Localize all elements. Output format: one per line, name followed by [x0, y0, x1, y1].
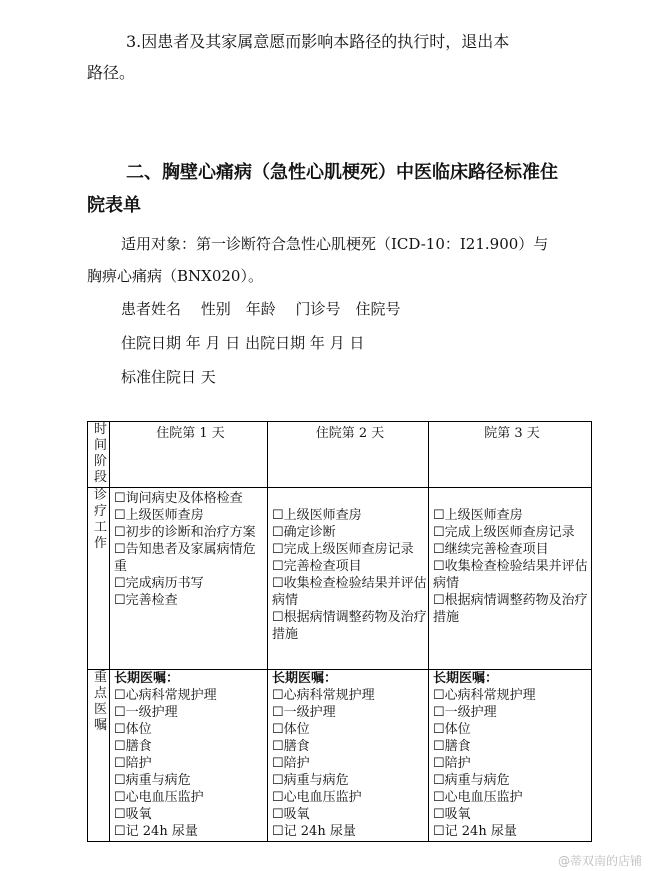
column-day2: 住院第 2 天 [268, 422, 429, 488]
list-item: ☐完善检查项目 [272, 559, 362, 574]
list-item: ☐陪护 [272, 756, 310, 771]
vertical-label-char: 作 [93, 536, 107, 551]
table-row-orders [88, 670, 592, 842]
patient-fields: 患者姓名 性别 年龄 门诊号 住院号 [121, 300, 401, 318]
list-item: ☐吸氧 [433, 807, 471, 822]
list-item: ☐记 24h 尿量 [114, 824, 198, 839]
list-item: ☐上级医师查房 [433, 508, 523, 523]
list-item: ☐初步的诊断和治疗方案 [114, 525, 256, 540]
column-day1: 住院第 1 天 [110, 422, 268, 488]
section-title-line1: 二、胸壁心痛病（急性心肌梗死）中医临床路径标准住 [126, 162, 558, 183]
list-item: ☐心电血压监护 [114, 790, 204, 805]
vertical-label-char: 医 [93, 702, 107, 717]
list-item: ☐膳食 [433, 739, 471, 754]
long-term-orders-title: 长期医嘱： [272, 671, 338, 686]
list-item: ☐体位 [433, 722, 471, 737]
clinical-pathway-table [87, 421, 592, 842]
exit-item-line1: 3.因患者及其家属意愿而影响本路径的执行时，退出本 [126, 32, 510, 51]
list-item: ☐病重与病危 [272, 773, 349, 788]
vertical-label-char: 段 [93, 470, 107, 485]
list-item: ☐收集检查检验结果并评估病情 [433, 559, 588, 591]
list-item: ☐根据病情调整药物及治疗措施 [433, 593, 588, 625]
vertical-label-char: 疗 [93, 504, 107, 519]
watermark: @蒂双南的店铺 [557, 854, 642, 868]
vertical-label-char: 阶 [93, 454, 107, 469]
list-item: ☐完善检查 [114, 593, 178, 608]
section-title-line2: 院表单 [87, 195, 141, 216]
list-item: ☐心病科常规护理 [433, 688, 536, 703]
column-day3: 院第 3 天 [429, 422, 592, 488]
list-item: ☐陪护 [433, 756, 471, 771]
list-item: ☐一级护理 [272, 705, 336, 720]
long-term-orders-title: 长期医嘱： [114, 671, 180, 686]
list-item: ☐收集检查检验结果并评估病情 [272, 576, 427, 608]
row1-day1 [110, 488, 268, 670]
list-item: ☐病重与病危 [114, 773, 191, 788]
list-item: ☐吸氧 [272, 807, 310, 822]
header-label-cell [88, 422, 110, 488]
list-item: ☐完成上级医师查房记录 [433, 525, 575, 540]
vertical-label-char: 嘱 [93, 718, 107, 733]
row2-day2 [268, 670, 429, 842]
vertical-label-char: 重 [93, 670, 107, 685]
list-item: ☐一级护理 [114, 705, 178, 720]
list-item: ☐吸氧 [114, 807, 152, 822]
stay-field: 标准住院日 天 [121, 368, 216, 386]
list-item: ☐陪护 [114, 756, 152, 771]
table-row-treatment [88, 488, 592, 670]
vertical-label-char: 间 [93, 438, 107, 453]
list-item: ☐记 24h 尿量 [433, 824, 517, 839]
list-item: ☐询问病史及体格检查 [114, 491, 243, 506]
list-item: ☐心电血压监护 [433, 790, 523, 805]
list-item: ☐心电血压监护 [272, 790, 362, 805]
list-item: ☐完成上级医师查房记录 [272, 542, 414, 557]
list-item: ☐体位 [114, 722, 152, 737]
row1-day2 [268, 488, 429, 670]
list-item: ☐心病科常规护理 [272, 688, 375, 703]
table-header-row [88, 422, 592, 488]
list-item: ☐继续完善检查项目 [433, 542, 549, 557]
vertical-label-char: 诊 [93, 488, 107, 503]
list-item: ☐确定诊断 [272, 525, 336, 540]
list-item: ☐心病科常规护理 [114, 688, 217, 703]
row1-label-cell [88, 488, 110, 670]
list-item: ☐完成病历书写 [114, 576, 204, 591]
list-item: ☐膳食 [114, 739, 152, 754]
list-item: ☐膳食 [272, 739, 310, 754]
long-term-orders-title: 长期医嘱： [433, 671, 499, 686]
exit-item-line2: 路径。 [87, 63, 136, 82]
dates-fields: 住院日期 年 月 日 出院日期 年 月 日 [121, 334, 365, 352]
list-item: ☐上级医师查房 [272, 508, 362, 523]
list-item: ☐体位 [272, 722, 310, 737]
applicability-line2: 胸痹心痛病（BNX020）。 [87, 267, 263, 285]
vertical-label-char: 点 [93, 686, 107, 701]
list-item: ☐告知患者及家属病情危重 [114, 542, 256, 574]
vertical-label-char: 时 [93, 422, 107, 437]
row2-label-cell [88, 670, 110, 842]
list-item: ☐根据病情调整药物及治疗措施 [272, 610, 427, 642]
applicability-line1: 适用对象：第一诊断符合急性心肌梗死（ICD-10：I21.900）与 [121, 235, 549, 253]
row1-day3 [429, 488, 592, 670]
vertical-label-char: 工 [93, 520, 107, 535]
list-item: ☐记 24h 尿量 [272, 824, 356, 839]
list-item: ☐上级医师查房 [114, 508, 204, 523]
row2-day1 [110, 670, 268, 842]
list-item: ☐一级护理 [433, 705, 497, 720]
list-item: ☐病重与病危 [433, 773, 510, 788]
row2-day3 [429, 670, 592, 842]
